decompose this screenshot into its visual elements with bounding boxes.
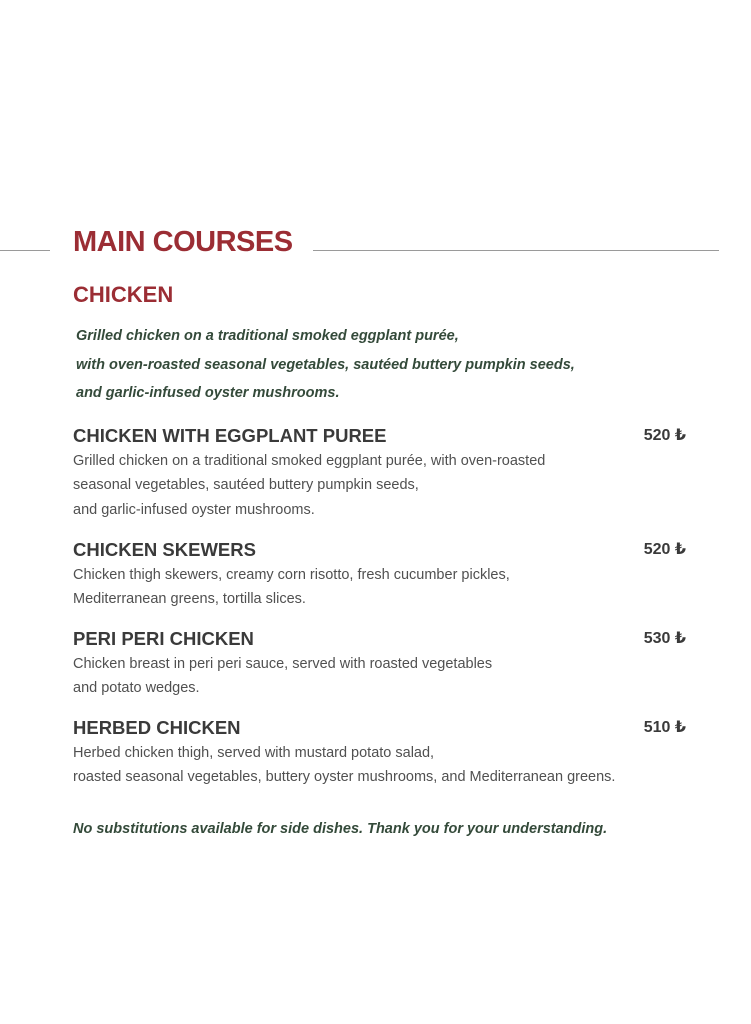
item-description-line: Mediterranean greens, tortilla slices.: [73, 591, 306, 608]
substitution-note: No substitutions available for side dishes. Thank you for your understanding.: [73, 821, 608, 837]
item-price: 520 ₺: [643, 427, 686, 444]
item-description-line: Chicken breast in peri peri sauce, served with roasted vegetables: [73, 656, 493, 672]
menu-item-peri-peri-chicken: [73, 626, 686, 701]
item-description-line: Chicken thigh skewers, creamy corn risotto, fresh cucumber pickles,: [73, 567, 510, 583]
item-description-line: roasted seasonal vegetables, buttery oyster mushrooms, and Mediterranean greens.: [73, 769, 616, 786]
item-price: 510 ₺: [643, 719, 686, 736]
item-description-line: and potato wedges.: [73, 680, 200, 697]
item-description-line: and garlic-infused oyster mushrooms.: [73, 501, 315, 518]
item-description-line: Grilled chicken on a traditional smoked eggplant purée, with oven-roasted: [73, 453, 546, 469]
intro-line: with oven-roasted seasonal vegetables, sautéed buttery pumpkin seeds,: [76, 356, 575, 373]
menu-item-chicken-skewers: [73, 537, 686, 612]
item-description-line: Herbed chicken thigh, served with mustard potato salad,: [73, 745, 435, 761]
intro-line: and garlic-infused oyster mushrooms.: [76, 385, 340, 401]
menu-item-herbed-chicken: [73, 715, 686, 790]
heading-divider-left: [0, 250, 50, 251]
category-intro: [76, 322, 696, 408]
item-name: HERBED CHICKEN: [73, 717, 241, 738]
menu-item-chicken-with-eggplant-puree: [73, 423, 686, 522]
heading-divider-right: [313, 250, 719, 251]
item-description-line: seasonal vegetables, sautéed buttery pumpkin seeds,: [73, 477, 419, 494]
item-name: CHICKEN WITH EGGPLANT PUREE: [73, 425, 387, 446]
item-price: 530 ₺: [643, 630, 686, 647]
item-name: PERI PERI CHICKEN: [73, 628, 254, 649]
item-name: CHICKEN SKEWERS: [73, 539, 256, 560]
category-title: CHICKEN: [73, 282, 174, 307]
intro-line: Grilled chicken on a traditional smoked eggplant purée,: [76, 328, 459, 344]
item-price: 520 ₺: [643, 541, 686, 558]
section-title: MAIN COURSES: [73, 226, 293, 258]
